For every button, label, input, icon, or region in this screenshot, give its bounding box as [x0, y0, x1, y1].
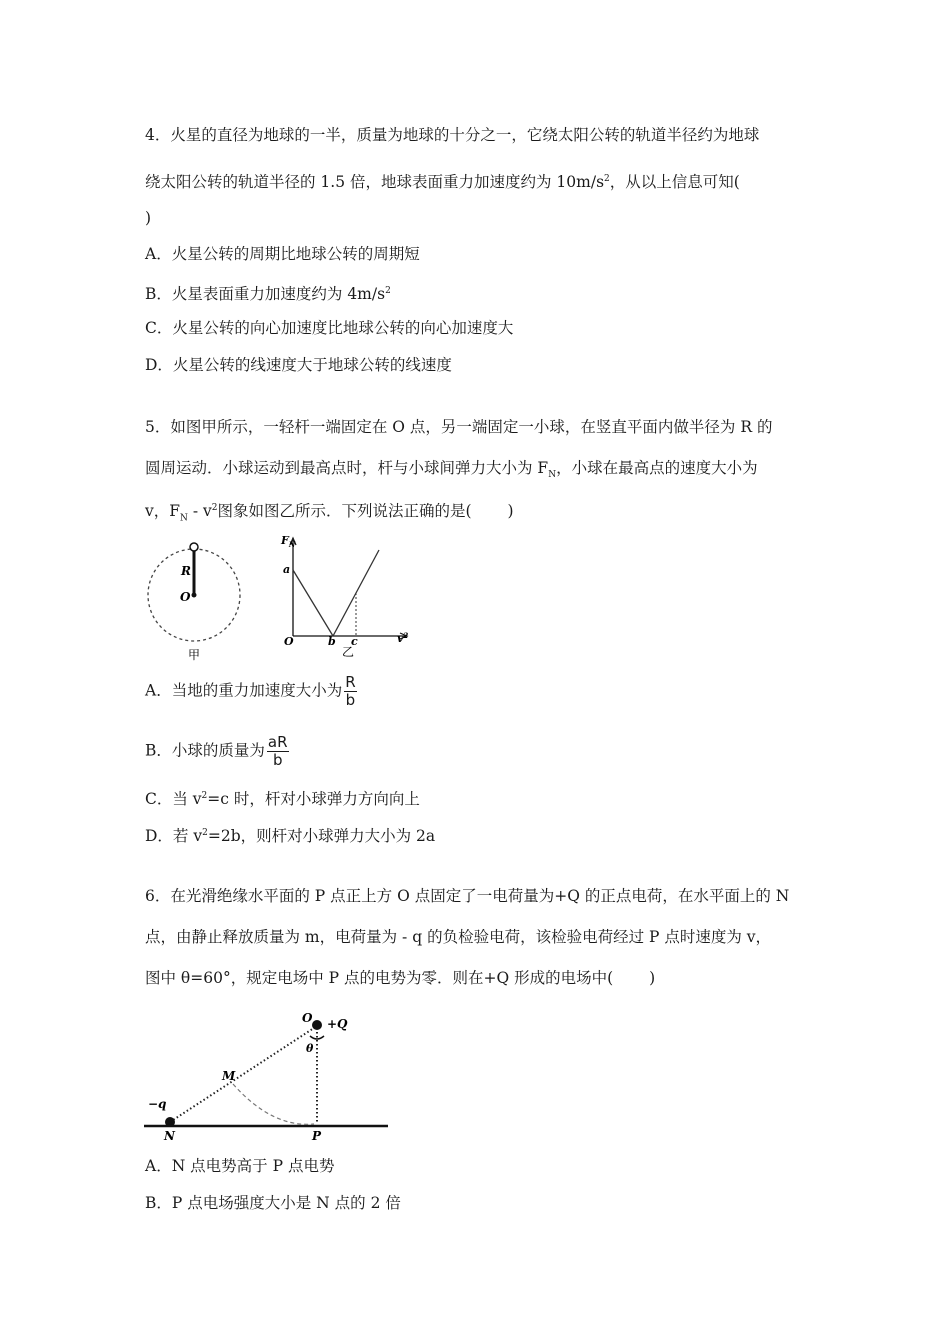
label-b: b: [328, 635, 336, 648]
label-origin: O: [284, 635, 294, 648]
q4-option-a: A．火星公转的周期比地球公转的周期短: [145, 245, 420, 263]
figure-jia: [140, 538, 250, 663]
label-N: N: [164, 1129, 175, 1143]
label-c: c: [351, 635, 358, 648]
q4-stem-line2: 绕太阳公转的轨道半径的 1.5 倍，地球表面重力加速度约为 $10m/s^2$，从以上信息可知(: [145, 173, 740, 192]
graph-descending: [293, 570, 333, 636]
label-a: a: [283, 563, 291, 576]
q4-stem-line3: ): [145, 209, 152, 227]
charge-Q: [312, 1020, 322, 1030]
q4-stem-line1: 4．火星的直径为地球的一半，质量为地球的十分之一，它绕太阳公转的轨道半径约为地球: [145, 126, 760, 144]
label-FN: $F_N$: [281, 534, 296, 549]
fraction-R-over-b: $\frac{R}{b}$: [345, 673, 356, 709]
figure-yi: [278, 532, 418, 667]
q5-option-c: C．当 $v^2=c$ 时，杆对小球弹力方向向上: [145, 790, 420, 809]
q5-stem-line2: 圆周运动．小球运动到最高点时，杆与小球间弹力大小为 $F_N$，小球在最高点的速度大小为: [145, 459, 758, 481]
q6-option-b: B．P 点电场强度大小是 N 点的 2 倍: [145, 1194, 401, 1212]
q6-stem-line1: 6．在光滑绝缘水平面的 P 点正上方 O 点固定了一电荷量为+Q 的正点电荷，在水平面上的 N: [145, 887, 790, 905]
q4-option-d: D．火星公转的线速度大于地球公转的线速度: [145, 356, 452, 374]
q6-stem-line3: 图中 θ=60°，规定电场中 P 点的电势为零．则在+Q 形成的电场中( ): [145, 969, 656, 987]
label-plus-Q: +Q: [327, 1017, 348, 1031]
ball: [190, 543, 198, 551]
pivot-point: [192, 593, 197, 598]
label-M: M: [222, 1069, 236, 1083]
q5-stem-line3: v，$F_N - v^2$图象如图乙所示．下列说法正确的是( ): [145, 502, 514, 524]
label-theta: θ: [306, 1042, 314, 1055]
fraction-aR-over-b: $\frac{aR}{b}$: [267, 733, 288, 769]
label-minus-q: −q: [148, 1097, 167, 1111]
label-O: O: [302, 1011, 313, 1025]
figure-q6: [142, 1010, 392, 1145]
arc-MP: [233, 1084, 314, 1124]
caption-yi: 乙: [342, 645, 355, 659]
q4-option-b: B．火星表面重力加速度约为 $4m/s^2$: [145, 285, 391, 304]
q6-stem-line2: 点，由静止释放质量为 m，电荷量为 - q 的负检验电荷，该检验电荷经过 P 点时速度为 v，: [145, 928, 772, 946]
label-P: P: [312, 1129, 322, 1143]
charge-q: [165, 1117, 175, 1127]
q5-option-d: D．若 $v^2=2b$，则杆对小球弹力大小为 2a: [145, 827, 436, 846]
q5-stem-line1: 5．如图甲所示，一轻杆一端固定在 O 点，另一端固定一小球，在竖直平面内做半径为 R 的: [145, 418, 773, 436]
q5-option-a: A．当地的重力加速度大小为 $\frac{R}{b}$: [145, 673, 356, 709]
q4-option-c: C．火星公转的向心加速度比地球公转的向心加速度大: [145, 319, 514, 337]
q6-option-a: A．N 点电势高于 P 点电势: [145, 1157, 335, 1175]
q5-option-b: B．小球的质量为 $\frac{aR}{b}$: [145, 733, 288, 769]
label-O: O: [180, 590, 191, 604]
label-R: R: [181, 564, 191, 578]
caption-jia: 甲: [188, 648, 201, 662]
label-v2: $v^2$: [397, 631, 409, 645]
line-NO: [170, 1026, 317, 1122]
